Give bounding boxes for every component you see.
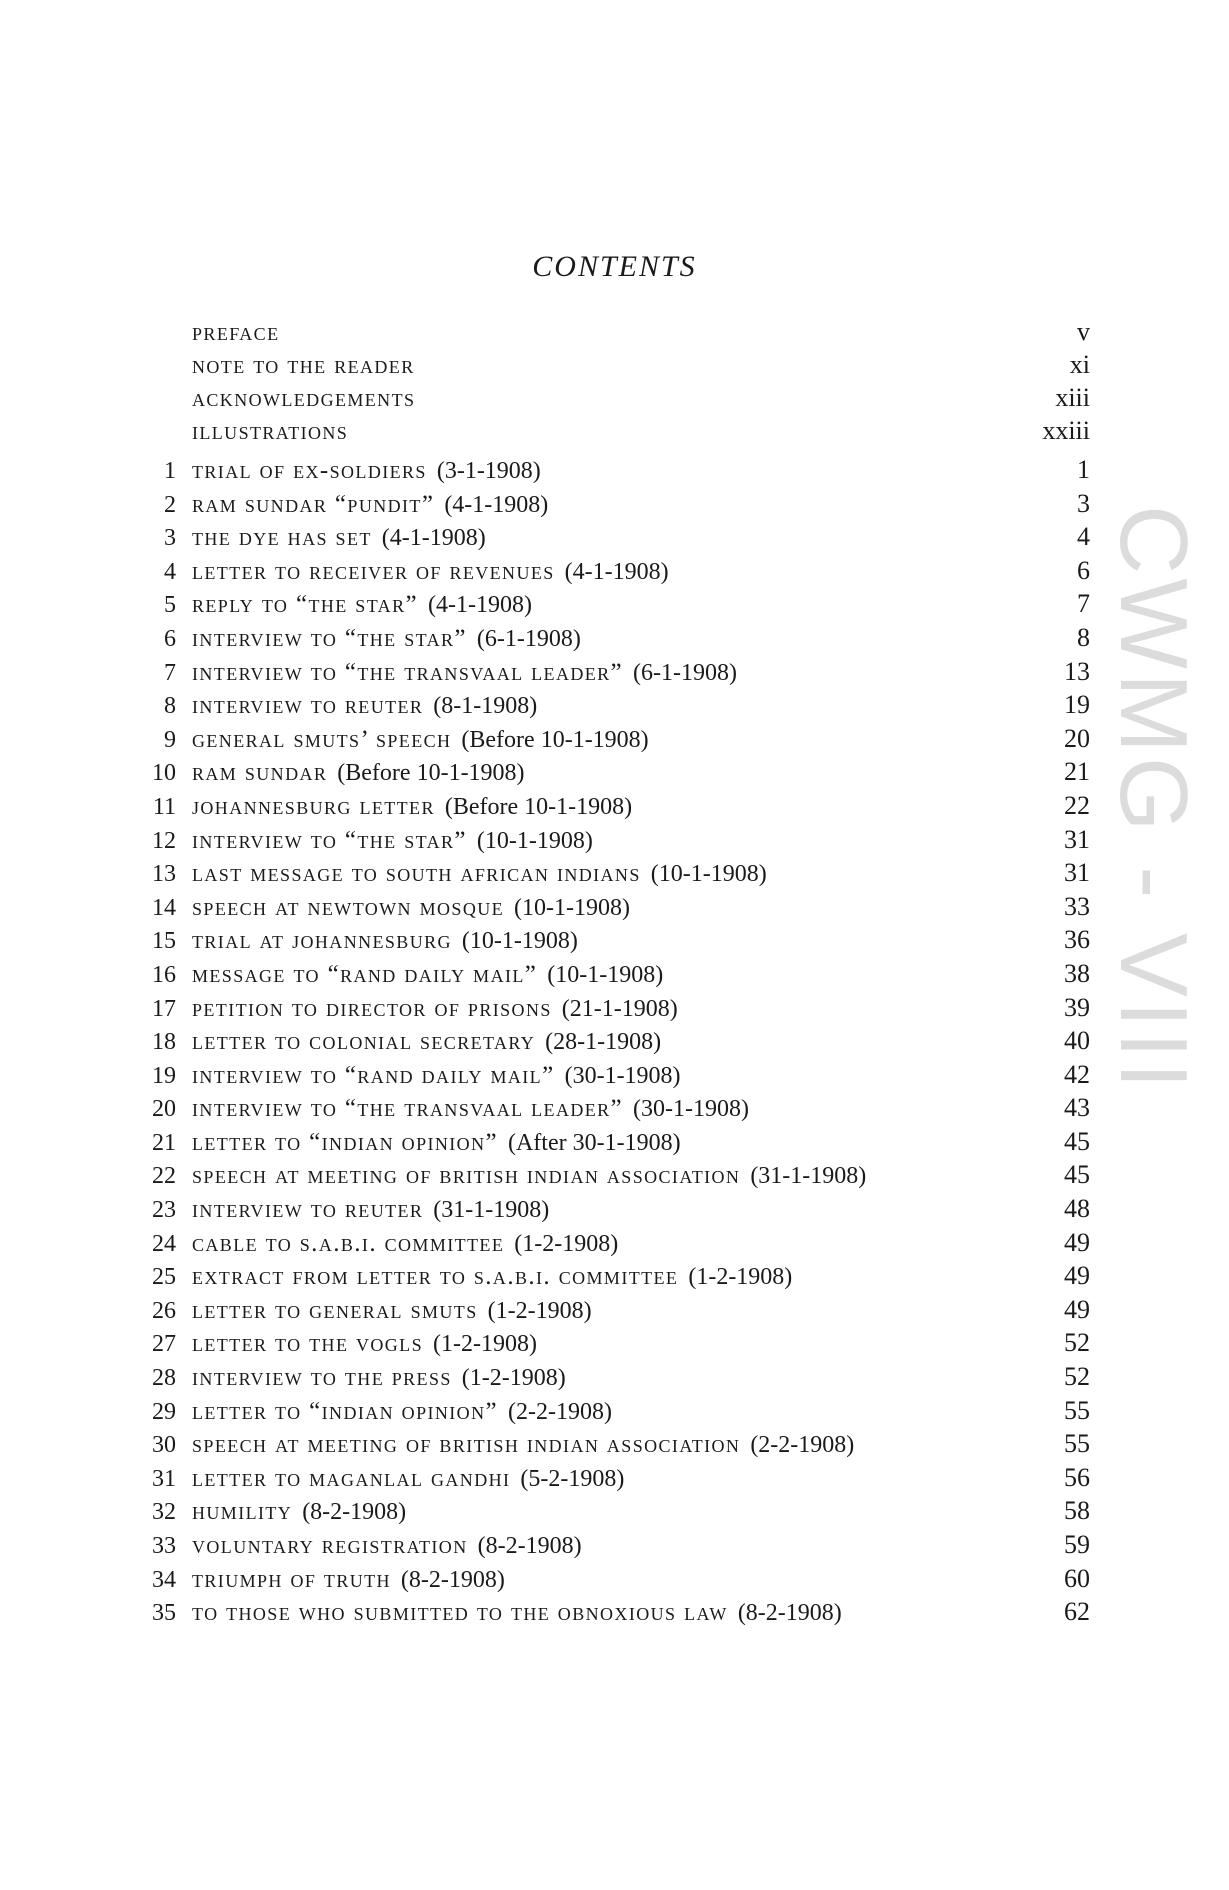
entry-date: (10-1-1908) <box>461 928 578 955</box>
entry-title: speech at meeting of british indian association <box>192 1431 741 1459</box>
entry-page: 33 <box>1064 891 1090 921</box>
entry-page: 6 <box>1077 555 1090 585</box>
entry-date: (30-1-1908) <box>564 1062 681 1089</box>
entry-page: 19 <box>1064 690 1090 720</box>
entry-title: letter to general smuts <box>192 1296 478 1324</box>
contents-item[interactable] <box>140 1595 1090 1629</box>
entry-title: interview to “rand daily mail” <box>192 1061 555 1089</box>
entry-date: (1-2-1908) <box>487 1297 592 1324</box>
entry-number: 5 <box>164 592 176 619</box>
entry-title: letter to maganlal gandhi <box>192 1464 511 1492</box>
entry-title: reply to “the star” <box>192 591 418 619</box>
contents-item[interactable] <box>140 923 1090 957</box>
entry-date: (4-1-1908) <box>427 592 532 619</box>
entry-number: 16 <box>152 961 176 988</box>
entry-title: interview to “the transvaal leader” <box>192 658 624 686</box>
contents-item[interactable] <box>140 1259 1090 1293</box>
entry-date: (1-2-1908) <box>433 1331 537 1358</box>
entry-title: ram sundar “pundit” <box>192 490 435 518</box>
entry-page: 48 <box>1064 1194 1090 1224</box>
contents-item[interactable] <box>140 621 1090 655</box>
entry-date: (6-1-1908) <box>476 625 581 652</box>
entry-title: message to “rand daily mail” <box>192 960 538 988</box>
entry-date: (2-2-1908) <box>507 1398 612 1425</box>
front-matter-list <box>140 315 1090 447</box>
contents-item[interactable] <box>140 755 1090 789</box>
entry-number: 23 <box>152 1197 176 1224</box>
contents-item[interactable] <box>140 587 1090 621</box>
entry-page: 21 <box>1064 757 1090 787</box>
entry-date: (8-2-1908) <box>737 1600 842 1627</box>
entry-title: trial at johannesburg <box>192 927 452 955</box>
entry-number: 30 <box>152 1432 176 1459</box>
entry-date: (5-2-1908) <box>520 1465 625 1492</box>
entry-number: 35 <box>152 1600 176 1627</box>
entry-number: 8 <box>164 693 176 720</box>
contents-item[interactable] <box>140 520 1090 554</box>
entry-date: (1-2-1908) <box>688 1264 793 1291</box>
front-matter-item[interactable] <box>140 381 1090 414</box>
entry-date: (10-1-1908) <box>547 961 664 988</box>
contents-item[interactable] <box>140 722 1090 756</box>
entry-title: letter to “indian opinion” <box>192 1397 498 1425</box>
entry-page: 13 <box>1064 656 1090 686</box>
entry-page: 8 <box>1077 622 1090 652</box>
entry-page: 31 <box>1064 858 1090 888</box>
entry-date: (6-1-1908) <box>633 659 738 686</box>
entry-number: 19 <box>152 1062 176 1089</box>
entry-date: (1-2-1908) <box>514 1230 619 1257</box>
entry-number: 20 <box>152 1096 176 1123</box>
contents-item[interactable] <box>140 1461 1090 1495</box>
entry-title: extract from letter to s.a.b.i. committee <box>192 1263 679 1291</box>
entry-date: (4-1-1908) <box>381 525 486 552</box>
entry-title: trial of ex-soldiers <box>192 457 427 484</box>
entry-number: 31 <box>152 1465 176 1492</box>
table-of-contents <box>140 315 1090 1629</box>
entry-date: (4-1-1908) <box>564 558 669 585</box>
entry-page: 4 <box>1077 522 1090 552</box>
entry-date: (Before 10-1-1908) <box>337 760 525 787</box>
entry-page: 59 <box>1064 1530 1090 1559</box>
entry-page: v <box>1077 317 1090 346</box>
contents-item[interactable] <box>140 453 1090 487</box>
contents-item[interactable] <box>140 487 1090 521</box>
entry-page: 43 <box>1064 1093 1090 1123</box>
entry-date: (31-1-1908) <box>750 1163 867 1190</box>
contents-item[interactable] <box>140 1024 1090 1058</box>
entry-title: triumph of truth <box>192 1565 391 1593</box>
entry-date: (30-1-1908) <box>633 1096 750 1123</box>
entry-title: illustrations <box>192 418 349 445</box>
entry-date: (8-2-1908) <box>477 1533 582 1559</box>
entry-page: 45 <box>1064 1160 1090 1190</box>
entry-title: voluntary registration <box>192 1532 468 1559</box>
entry-page: 39 <box>1064 992 1090 1022</box>
contents-item[interactable] <box>140 1494 1090 1528</box>
entry-number: 12 <box>152 827 176 854</box>
contents-item[interactable] <box>140 957 1090 991</box>
contents-item[interactable] <box>140 1562 1090 1596</box>
entry-title: general smuts’ speech <box>192 725 452 753</box>
entry-page: 49 <box>1064 1227 1090 1257</box>
entry-page: 56 <box>1064 1462 1090 1492</box>
entry-page: 58 <box>1064 1496 1090 1526</box>
front-matter-item[interactable] <box>140 414 1090 447</box>
entry-date: (3-1-1908) <box>436 458 541 484</box>
entry-page: 62 <box>1064 1597 1090 1627</box>
contents-list <box>140 453 1090 1629</box>
entry-number: 32 <box>152 1499 176 1526</box>
entry-title: humility <box>192 1498 293 1526</box>
entry-page: 49 <box>1064 1294 1090 1324</box>
contents-item[interactable] <box>140 856 1090 890</box>
contents-item[interactable] <box>140 1158 1090 1192</box>
entry-page: xxiii <box>1042 416 1090 445</box>
entry-number: 2 <box>164 491 176 518</box>
contents-item[interactable] <box>140 1360 1090 1394</box>
entry-title: note to the reader <box>192 352 415 379</box>
entry-title: letter to receiver of revenues <box>192 557 555 585</box>
front-matter-item[interactable] <box>140 348 1090 381</box>
entry-page: 52 <box>1064 1328 1090 1358</box>
entry-number: 28 <box>152 1365 176 1392</box>
contents-item[interactable] <box>140 1091 1090 1125</box>
watermark: CWMG - VIII <box>1100 505 1207 1093</box>
entry-date: (28-1-1908) <box>545 1029 662 1056</box>
entry-number: 9 <box>164 726 176 753</box>
contents-item[interactable] <box>140 554 1090 588</box>
entry-number: 11 <box>152 793 176 820</box>
entry-date: (10-1-1908) <box>650 861 767 888</box>
entry-title: to those who submitted to the obnoxious law <box>192 1599 728 1627</box>
entry-page: 20 <box>1064 723 1090 753</box>
contents-item[interactable] <box>140 1326 1090 1360</box>
entry-title: interview to reuter <box>192 1196 424 1224</box>
entry-page: xiii <box>1055 383 1090 412</box>
entry-page: 1 <box>1077 455 1090 484</box>
contents-item[interactable] <box>140 823 1090 857</box>
entry-title: petition to director of prisons <box>192 994 552 1022</box>
contents-item[interactable] <box>140 1192 1090 1226</box>
entry-page: 52 <box>1064 1362 1090 1392</box>
entry-title: letter to colonial secretary <box>192 1028 536 1056</box>
entry-number: 4 <box>164 558 176 585</box>
entry-number: 27 <box>152 1331 176 1358</box>
contents-item[interactable] <box>140 1394 1090 1428</box>
entry-date: (10-1-1908) <box>476 827 593 854</box>
entry-page: 55 <box>1064 1395 1090 1425</box>
entry-number: 18 <box>152 1029 176 1056</box>
entry-number: 26 <box>152 1297 176 1324</box>
entry-number: 34 <box>152 1566 176 1593</box>
entry-date: (4-1-1908) <box>444 491 549 518</box>
entry-page: 31 <box>1064 824 1090 854</box>
entry-title: interview to the press <box>192 1364 452 1392</box>
entry-title: preface <box>192 319 280 346</box>
contents-item[interactable] <box>140 1528 1090 1562</box>
entry-page: 45 <box>1064 1126 1090 1156</box>
contents-item[interactable] <box>140 655 1090 689</box>
entry-page: 42 <box>1064 1059 1090 1089</box>
entry-page: 3 <box>1077 488 1090 518</box>
entry-title: interview to “the transvaal leader” <box>192 1095 624 1123</box>
entry-number: 6 <box>164 625 176 652</box>
contents-item[interactable] <box>140 688 1090 722</box>
entry-date: (8-2-1908) <box>400 1566 505 1593</box>
entry-number: 25 <box>152 1264 176 1291</box>
entry-number: 29 <box>152 1398 176 1425</box>
entry-page: xi <box>1069 350 1090 379</box>
entry-date: (31-1-1908) <box>433 1197 550 1224</box>
contents-item[interactable] <box>140 789 1090 823</box>
entry-page: 40 <box>1064 1026 1090 1056</box>
contents-item[interactable] <box>140 1226 1090 1260</box>
entry-title: last message to south african indians <box>192 860 641 888</box>
entry-page: 55 <box>1064 1429 1090 1459</box>
entry-title: johannesburg letter <box>192 792 435 820</box>
entry-date: (8-2-1908) <box>302 1499 407 1526</box>
entry-number: 10 <box>152 760 176 787</box>
entry-number: 24 <box>152 1230 176 1257</box>
entry-title: ram sundar <box>192 759 328 787</box>
contents-item[interactable] <box>140 1427 1090 1461</box>
entry-title: interview to “the star” <box>192 624 467 652</box>
entry-title: speech at newtown mosque <box>192 893 505 921</box>
entry-number: 7 <box>164 659 176 686</box>
entry-page: 36 <box>1064 925 1090 955</box>
front-matter-item[interactable] <box>140 315 1090 348</box>
entry-title: interview to “the star” <box>192 826 467 854</box>
entry-number: 33 <box>152 1533 176 1559</box>
entry-number: 3 <box>164 525 176 552</box>
entry-date: (After 30-1-1908) <box>507 1129 681 1156</box>
entry-page: 22 <box>1064 790 1090 820</box>
contents-item[interactable] <box>140 1125 1090 1159</box>
entry-number: 17 <box>152 995 176 1022</box>
entry-title: letter to the vogls <box>192 1330 423 1358</box>
entry-title: interview to reuter <box>192 692 424 720</box>
entry-number: 1 <box>164 458 176 484</box>
entry-title: letter to “indian opinion” <box>192 1128 498 1156</box>
entry-page: 49 <box>1064 1261 1090 1291</box>
entry-date: (21-1-1908) <box>561 995 678 1022</box>
page-title: CONTENTS <box>532 250 697 283</box>
entry-number: 22 <box>152 1163 176 1190</box>
entry-title: the dye has set <box>192 524 372 552</box>
entry-number: 15 <box>152 928 176 955</box>
entry-number: 13 <box>152 861 176 888</box>
contents-item[interactable] <box>140 991 1090 1025</box>
contents-item[interactable] <box>140 1293 1090 1327</box>
entry-page: 60 <box>1064 1563 1090 1593</box>
entry-number: 21 <box>152 1129 176 1156</box>
entry-date: (Before 10-1-1908) <box>444 793 633 820</box>
entry-page: 7 <box>1077 589 1090 619</box>
entry-page: 38 <box>1064 958 1090 988</box>
entry-date: (8-1-1908) <box>433 693 538 720</box>
entry-title: cable to s.a.b.i. committee <box>192 1229 505 1257</box>
contents-item[interactable] <box>140 890 1090 924</box>
entry-date: (Before 10-1-1908) <box>461 726 649 753</box>
entry-number: 14 <box>152 894 176 921</box>
entry-date: (1-2-1908) <box>461 1365 566 1392</box>
entry-title: speech at meeting of british indian association <box>192 1162 741 1190</box>
contents-item[interactable] <box>140 1058 1090 1092</box>
entry-date: (10-1-1908) <box>514 894 630 921</box>
entry-title: acknowledgements <box>192 385 416 412</box>
entry-date: (2-2-1908) <box>750 1432 855 1459</box>
